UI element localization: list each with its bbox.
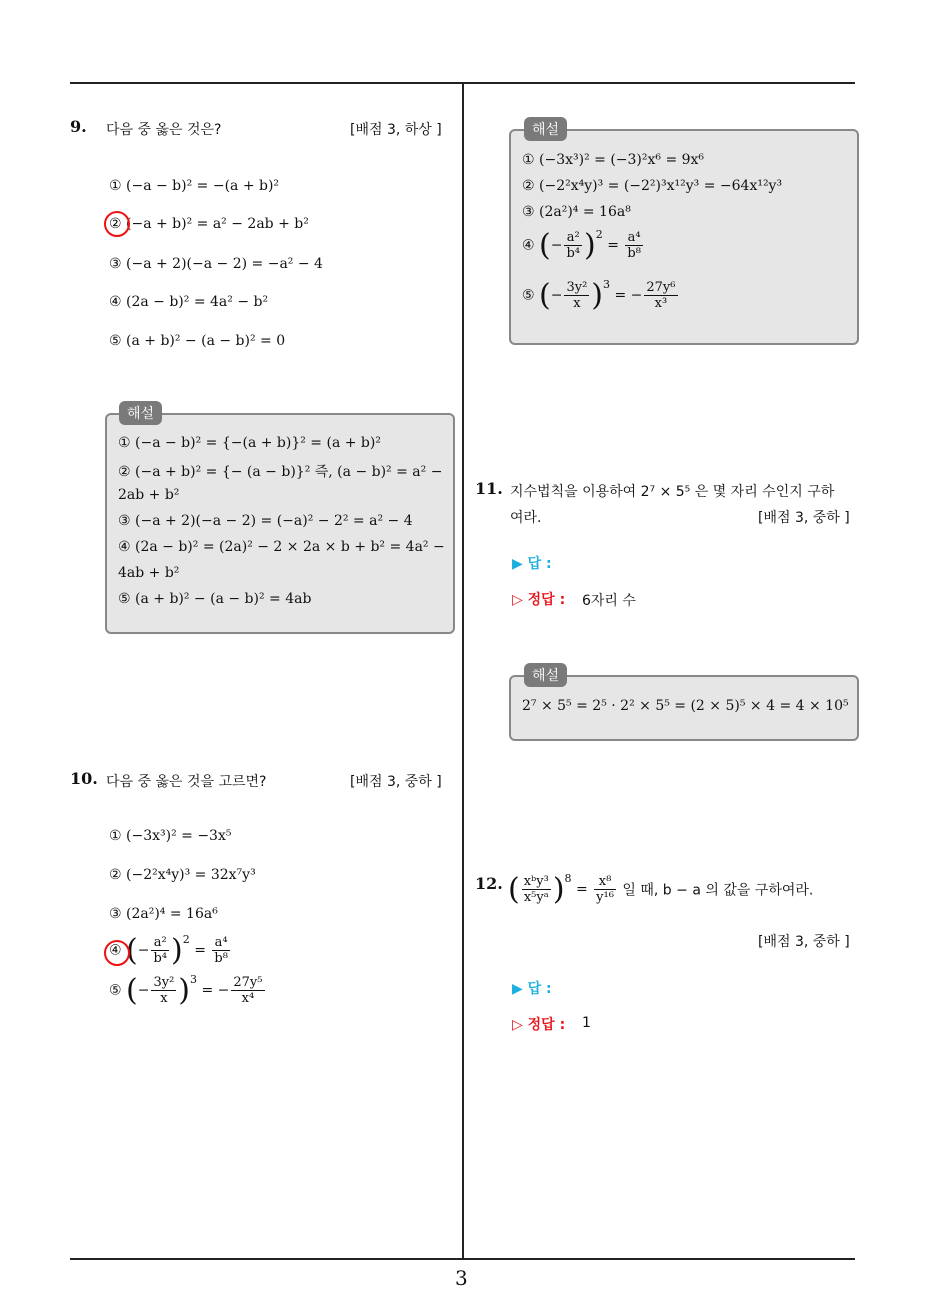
q9-solution-line-7: ⑤ (a + b)² − (a − b)² = 4ab (118, 591, 312, 607)
q10-c5-rden: x⁴ (241, 991, 255, 1006)
q9-solution-line-5: ④ (2a − b)² = (2a)² − 2 × 2a × b + b² = 4a² − (118, 539, 445, 555)
q10-solution-line-3: ③ (2a²)⁴ = 16a⁸ (522, 204, 631, 220)
q10-answer-circle-icon (104, 940, 130, 966)
q10-c5-den: x (160, 991, 168, 1006)
q10-choice-5-mark: ⑤ (109, 982, 122, 999)
q11-text-line-2: 여라. (510, 510, 542, 526)
q10-c4-exp: 2 (182, 933, 190, 946)
q9-solution-line-6: 4ab + b² (118, 565, 180, 581)
q10-choice-4[interactable]: ④ (− $\frac{\text{a²}}{\text{b⁴}}$ )$^2$ = $\frac{\text{a⁴}}{\text{b⁸}}$ (109, 933, 228, 968)
q12-rhs-num: x⁸ (594, 874, 616, 890)
q9-solution-line-3: 2ab + b² (118, 487, 180, 503)
q11-correct-value: 6자리 수 (582, 593, 636, 609)
q10-choice-4-mark: ④ (109, 942, 122, 959)
q11-correct-label: ▷ 정답 : (512, 592, 566, 608)
q12-exp: 8 (564, 872, 572, 885)
q10-solution-line-5: ⑤ (− $\frac{\text{3y²}}{x}$ )$^3$ = − $\frac{\text{27y⁶}}{\text{x³}}$ (522, 278, 676, 313)
q12-number: 12. (475, 874, 503, 893)
q10-c5-num: 3y² (153, 975, 175, 990)
q9-solution-line-1: ① (−a − b)² = {−(a + b)}² = (a + b)² (118, 435, 381, 451)
q12-frac-den: x⁵yᵃ (523, 890, 549, 905)
q10-text: 다음 중 옳은 것을 고르면? (106, 774, 267, 790)
q9-choice-1[interactable]: ① (−a − b)² = −(a + b)² (109, 178, 280, 194)
q10-c5-exp: 3 (190, 973, 198, 986)
q10-solution-tag: 해설 (524, 117, 567, 141)
q12-rhs-den: y¹⁶ (596, 890, 614, 905)
q12-score: [배점 3, 중하 ] (758, 934, 850, 950)
q11-text-line-1: 지수법칙을 이용하여 2⁷ × 5⁵ 은 몇 자리 수인지 구하 (510, 484, 835, 500)
q9-number: 9. (70, 117, 87, 136)
q9-answer-circle-icon (104, 211, 130, 237)
q12-correct-label: ▷ 정답 : (512, 1017, 566, 1033)
q10-solution-line-4: ④ (− $\frac{\text{a²}}{\text{b⁴}}$ )$^2$ = $\frac{\text{a⁴}}{\text{b⁸}}$ (522, 228, 641, 263)
q9-score: [배점 3, 하상 ] (350, 122, 442, 138)
bottom-rule (70, 1258, 855, 1260)
column-divider (462, 84, 464, 1260)
q9-solution-line-2: ② (−a + b)² = {− (a − b)}² 즉, (a − b)² = a² − (118, 464, 443, 480)
q10-choice-2[interactable]: ② (−2²x⁴y)³ = 32x⁷y³ (109, 867, 256, 883)
q12-frac-num: xᵇy³ (523, 874, 549, 889)
q9-choice-3[interactable]: ③ (−a + 2)(−a − 2) = −a² − 4 (109, 256, 323, 272)
q9-text: 다음 중 옳은 것은? (106, 122, 222, 138)
q12-expression: ( $\frac{\text{xᵇy³}}{\text{x⁵yᵃ}}$ )$^8$ = $\frac{\text{x⁸}}{\text{y¹⁶}}$ 일 때, b − a 의 값을 구하여라. (508, 872, 814, 907)
q11-solution-line: 2⁷ × 5⁵ = 2⁵ · 2² × 5⁵ = (2 × 5)⁵ × 4 = 4 × 10⁵ (522, 698, 849, 714)
q10-choice-3[interactable]: ③ (2a²)⁴ = 16a⁶ (109, 906, 218, 922)
q9-choice-4[interactable]: ④ (2a − b)² = 4a² − b² (109, 294, 269, 310)
q9-choice-5[interactable]: ⑤ (a + b)² − (a − b)² = 0 (109, 333, 286, 349)
q11-score: [배점 3, 중하 ] (758, 510, 850, 526)
q9-choice-2[interactable]: ② (−a + b)² = a² − 2ab + b² (109, 216, 309, 232)
q11-number: 11. (475, 479, 503, 498)
q10-c4-rden: b⁸ (214, 951, 228, 966)
q12-correct-value: 1 (582, 1015, 591, 1031)
q10-choice-5[interactable]: ⑤ (− $\frac{\text{3y²}}{x}$ )$^3$ = − $\frac{\text{27y⁵}}{\text{x⁴}}$ (109, 973, 263, 1008)
q11-solution-tag: 해설 (524, 663, 567, 687)
q10-solution-line-1: ① (−3x³)² = (−3)²x⁶ = 9x⁶ (522, 152, 705, 168)
page-number: 3 (455, 1266, 468, 1290)
q12-answer-label: ▶ 답 : (512, 981, 552, 997)
q10-c5-rnum: 27y⁵ (233, 975, 263, 990)
q10-solution-line-2: ② (−2²x⁴y)³ = (−2²)³x¹²y³ = −64x¹²y³ (522, 178, 783, 194)
q10-choice-1[interactable]: ① (−3x³)² = −3x⁵ (109, 828, 232, 844)
q12-text: 일 때, b − a 의 값을 구하여라. (622, 882, 814, 899)
q10-c4-den: b⁴ (153, 951, 168, 966)
q10-c4-num: a² (151, 935, 169, 951)
q9-solution-tag: 해설 (119, 401, 162, 425)
q11-answer-label: ▶ 답 : (512, 556, 552, 572)
q10-c4-rnum: a⁴ (212, 935, 230, 951)
q9-solution-line-4: ③ (−a + 2)(−a − 2) = (−a)² − 2² = a² − 4 (118, 513, 413, 529)
q10-score: [배점 3, 중하 ] (350, 774, 442, 790)
q10-number: 10. (70, 769, 98, 788)
